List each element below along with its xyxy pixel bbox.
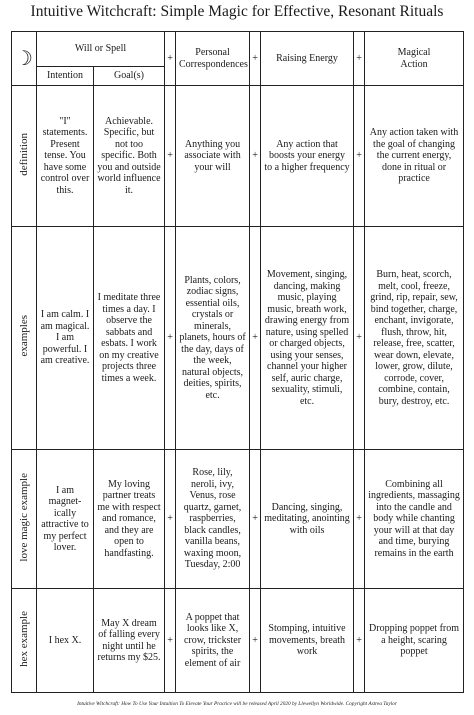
cell-raising-energy: Stomping, intuitive movements, breath work [261, 589, 354, 693]
plus-sign: + [354, 32, 365, 86]
cell-correspondences: A poppet that looks like X, crow, trickster spirits, the element of air [176, 589, 250, 693]
table-row-love-magic-example [12, 450, 464, 589]
cell-correspondences: Plants, colors, zodiac signs, essential oils, crystals or minerals, planets, hours of the day, days of the week, natural objects, deities, spirits, etc. [176, 227, 250, 450]
page-title: Intuitive Witchcraft: Simple Magic for Effective, Resonant Rituals [30, 3, 444, 20]
plus-sign: + [250, 450, 261, 589]
cell-raising-energy: Dancing, singing, meditating, anointing with oils [261, 450, 354, 589]
row-label: examples [12, 227, 37, 450]
header-row [12, 32, 464, 67]
plus-sign: + [354, 450, 365, 589]
plus-sign: + [354, 589, 365, 693]
plus-sign: + [354, 86, 365, 227]
cell-goals: May X dream of falling every night until he returns my $25. [94, 589, 165, 693]
cell-goals: My loving partner treats me with respect and romance, and they are open to handfasting. [94, 450, 165, 589]
plus-sign: + [354, 227, 365, 450]
cell-raising-energy: Any action that boosts your energy to a higher frequency [261, 86, 354, 227]
header-raising-energy: Raising Energy [261, 32, 354, 86]
plus-sign: + [250, 86, 261, 227]
plus-sign: + [165, 450, 176, 589]
plus-sign: + [165, 589, 176, 693]
table-row-examples [12, 227, 464, 450]
cell-correspondences: Rose, lily, neroli, ivy, Venus, rose quartz, garnet, raspberries, black candles, vanilla beans, waxing moon, Tuesday, 2:00 [176, 450, 250, 589]
cell-magical-action: Any action taken with the goal of changing the current energy, done in ritual or practice [365, 86, 464, 227]
table-row-definition [12, 86, 464, 227]
table-row-hex-example [12, 589, 464, 693]
header-intention: Intention [37, 67, 94, 86]
row-label: hex example [12, 589, 37, 693]
header-will-or-spell: Will or Spell [37, 32, 165, 67]
plus-sign: + [250, 589, 261, 693]
footer-note: Intuitive Witchcraft: How To Use Your Intuition To Elevate Your Practice will be released April 2020 by Llewellyn Worldwide. Copyright Astrea Taylor [77, 701, 397, 707]
row-label: definition [12, 86, 37, 227]
row-label: love magic example [12, 450, 37, 589]
header-magical-action: Magical Action [365, 32, 464, 86]
cell-magical-action: Combining all ingredients, massaging into the candle and body while chanting your will at that day and time, burying remains in the earth [365, 450, 464, 589]
cell-goals: Achievable. Specific, but not too specific. Both you and outside world influence it. [94, 86, 165, 227]
plus-sign: + [250, 32, 261, 86]
cell-intention: I am calm. I am magical. I am powerful. I am creative. [37, 227, 94, 450]
cell-goals: I meditate three times a day. I observe the sabbats and esbats. I work on my creative projects three times a week. [94, 227, 165, 450]
cell-intention: "I" statements. Present tense. You have some control over this. [37, 86, 94, 227]
cell-intention: I am magnet-ically attractive to my perfect lover. [37, 450, 94, 589]
cell-magical-action: Dropping poppet from a height, scaring poppet [365, 589, 464, 693]
moon-icon: ☽ [12, 32, 37, 86]
plus-sign: + [165, 227, 176, 450]
ritual-table [11, 31, 464, 693]
plus-sign: + [165, 86, 176, 227]
cell-magical-action: Burn, heat, scorch, melt, cool, freeze, grind, rip, repair, sew, bind together, charge, enchant, invigorate, flush, throw, hit, release, free, scatter, wear down, elevate, lower, grow, dilute, corrode, cover, combine, contain, bury, destroy, etc. [365, 227, 464, 450]
plus-sign: + [165, 32, 176, 86]
header-personal-correspondences: Personal Correspondences [176, 32, 250, 86]
header-goals: Goal(s) [94, 67, 165, 86]
plus-sign: + [250, 227, 261, 450]
cell-intention: I hex X. [37, 589, 94, 693]
cell-raising-energy: Movement, singing, dancing, making music, playing music, breath work, drawing energy from nature, using spelled or charged objects, using your senses, channel your higher self, auric charge, sexuality, stimuli, etc. [261, 227, 354, 450]
cell-correspondences: Anything you associate with your will [176, 86, 250, 227]
